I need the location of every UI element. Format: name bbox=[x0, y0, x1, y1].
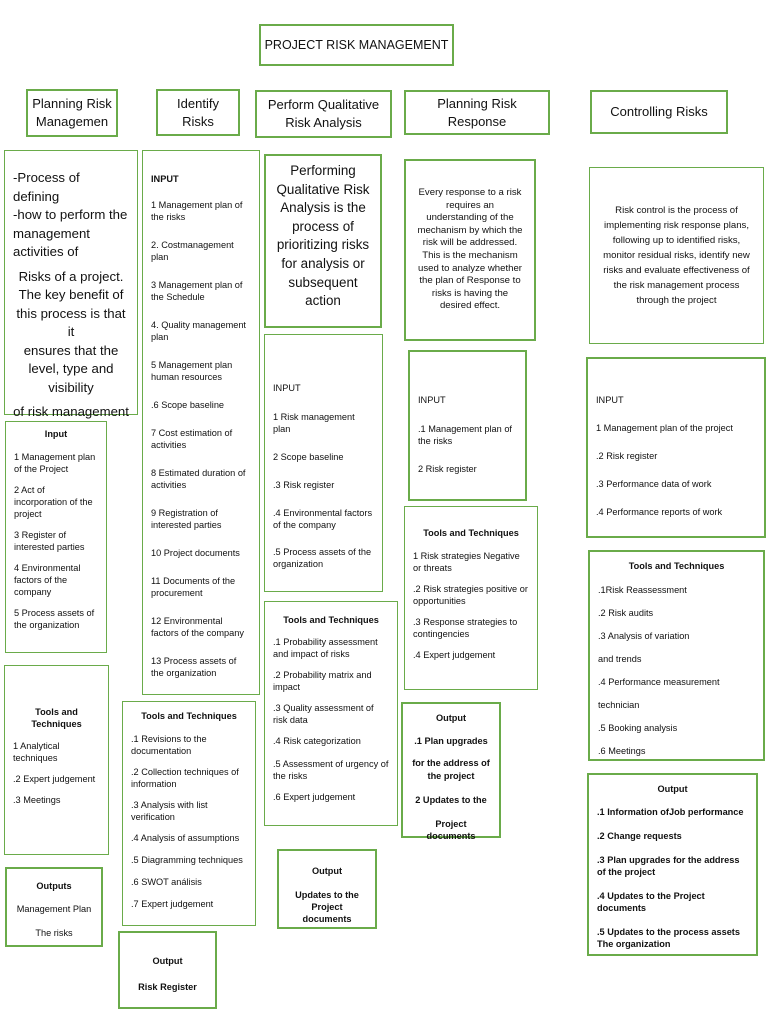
identify-input-item: 2. Costmanagement plan bbox=[151, 240, 234, 262]
controlling-output-item: .2 Change requests bbox=[597, 831, 682, 841]
identify-tools-item: .5 Diagramming techniques bbox=[131, 855, 243, 865]
identify-input-item: 13 Process assets of the organization bbox=[151, 656, 237, 678]
controlling-tools bbox=[588, 550, 765, 761]
response-input-item: 2 Risk register bbox=[418, 464, 477, 474]
planning-desc-line: -Process of defining bbox=[13, 170, 80, 204]
controlling-output-title: Output bbox=[657, 784, 688, 794]
qualitative-tools-item: .3 Quality assessment of risk data bbox=[273, 703, 374, 725]
controlling-output-item: .3 Plan upgrades for the address of the project bbox=[597, 855, 740, 877]
identify-tools-item: .7 Expert judgement bbox=[131, 899, 214, 909]
identify-tools-item: .2 Collection techniques of information bbox=[131, 767, 239, 789]
planning-desc-line: this process is that it bbox=[16, 305, 126, 339]
identify-input-item: 11 Documents of the procurement bbox=[151, 576, 236, 598]
identify-input-item: 3 Management plan of the Schedule bbox=[151, 280, 243, 302]
controlling-tools-item: .2 Risk audits bbox=[598, 608, 654, 618]
qualitative-tools-item: .4 Risk categorization bbox=[273, 736, 361, 746]
planning-desc-line: The key benefit of bbox=[18, 287, 124, 302]
planning-desc-line: level, type and bbox=[28, 361, 114, 376]
qualitative-tools bbox=[264, 601, 398, 826]
identify-tools-title: Tools and Techniques bbox=[141, 711, 237, 721]
qualitative-desc-line: for analysis or bbox=[281, 255, 365, 271]
planning-tools bbox=[4, 665, 109, 855]
controlling-output-item: .1 Information ofJob performance bbox=[597, 807, 744, 817]
diagram-title: PROJECT RISK MANAGEMENT bbox=[264, 38, 449, 52]
response-output-title: Output bbox=[435, 713, 467, 723]
identify-output-title: Output bbox=[152, 956, 183, 966]
response-input-title: INPUT bbox=[418, 395, 446, 405]
controlling-input-item: .3 Performance data of work bbox=[596, 479, 712, 489]
qualitative-description bbox=[264, 154, 382, 328]
planning-tools-item: .2 Expert judgement bbox=[13, 774, 96, 784]
planning-input-item: 5 Process assets of the organization bbox=[14, 608, 95, 630]
identify-input-title: INPUT bbox=[151, 174, 179, 184]
identify-input bbox=[142, 150, 260, 695]
identify-input-item: .6 Scope baseline bbox=[151, 400, 225, 410]
planning-description bbox=[4, 150, 138, 419]
response-output-item: .1 Plan upgrades bbox=[414, 736, 488, 746]
planning-input-item: 3 Register of interested parties bbox=[14, 530, 85, 552]
response-tools-item: 1 Risk strategies Negative or threats bbox=[413, 551, 520, 573]
identify-input-item: 7 Cost estimation of activities bbox=[151, 428, 233, 450]
identify-tools bbox=[122, 701, 256, 926]
identify-input-item: 10 Project documents bbox=[151, 548, 240, 558]
controlling-tools-item: .6 Meetings bbox=[598, 746, 646, 756]
controlling-output-item: .4 Updates to the Project documents bbox=[597, 891, 705, 913]
header-response bbox=[404, 90, 550, 135]
identify-tools-item: .1 Revisions to the documentation bbox=[131, 734, 207, 756]
controlling-tools-item: .5 Booking analysis bbox=[598, 723, 678, 733]
header-qualitative bbox=[255, 90, 392, 138]
controlling-tools-title: Tools and Techniques bbox=[628, 561, 725, 571]
controlling-input-item: .4 Performance reports of work bbox=[596, 507, 723, 517]
controlling-tools-item: technician bbox=[598, 700, 640, 710]
qualitative-input-item: .4 Environmental factors of the company bbox=[273, 508, 373, 530]
response-desc-text: Every response to a risk requires an understanding of the mechanism by which the risk will be addressed. This is the mechanism used to analyze whether the plan of Response to risks is having the desired effect. bbox=[417, 187, 523, 312]
planning-desc-line: visibility bbox=[48, 379, 94, 395]
response-output-item: for the address of bbox=[412, 758, 490, 768]
diagram-title-box bbox=[259, 24, 454, 66]
response-input bbox=[408, 350, 527, 501]
response-input-item: .1 Management plan of the risks bbox=[418, 424, 512, 446]
qualitative-input-item: 2 Scope baseline bbox=[273, 452, 344, 462]
controlling-desc-text: Risk control is the process of implementing risk response plans, following up to identified risks, monitor residual risks, identify new risks and evaluate effectiveness of the risk management process through the project bbox=[603, 205, 750, 306]
planning-desc-line: activities of bbox=[13, 244, 79, 259]
qualitative-tools-item: .1 Probability assessment and impact of risks bbox=[273, 637, 378, 659]
identify-output bbox=[118, 931, 217, 1009]
qualitative-desc-line: prioritizing risks bbox=[276, 237, 370, 253]
qualitative-desc-line: action bbox=[305, 293, 341, 309]
planning-desc-line: Risks of a project. bbox=[18, 268, 124, 284]
planning-input-item: 4 Environmental factors of the company bbox=[14, 563, 81, 597]
planning-tools-item: .3 Meetings bbox=[13, 795, 61, 805]
controlling-description bbox=[589, 167, 764, 344]
qualitative-tools-item: .6 Expert judgement bbox=[273, 792, 356, 802]
planning-input-item: 1 Management plan of the Project bbox=[14, 452, 96, 474]
header-planning-label: Planning Risk Managemen bbox=[32, 96, 112, 129]
response-output bbox=[401, 702, 501, 841]
planning-output-title: Outputs bbox=[36, 881, 72, 891]
qualitative-input-item: 1 Risk management plan bbox=[273, 412, 355, 434]
qualitative-desc-text bbox=[276, 162, 369, 311]
identify-tools-item: .4 Analysis of assumptions bbox=[131, 833, 240, 843]
qualitative-output bbox=[277, 849, 377, 929]
response-description bbox=[404, 159, 536, 341]
response-tools-item: .4 Expert judgement bbox=[413, 650, 496, 660]
header-planning bbox=[26, 89, 118, 137]
qualitative-output-title: Output bbox=[311, 866, 343, 876]
qualitative-input-item: .3 Risk register bbox=[273, 480, 335, 490]
planning-desc-line: of risk management bbox=[13, 404, 129, 419]
qualitative-desc-line: Analysis is the bbox=[280, 200, 366, 216]
controlling-tools-item: and trends bbox=[598, 654, 642, 664]
qualitative-output-item: Updates to the Project documents bbox=[295, 890, 359, 924]
qualitative-input bbox=[264, 334, 383, 592]
planning-input-item: 2 Act of incorporation of the project bbox=[14, 485, 93, 519]
identify-input-item: 9 Registration of interested parties bbox=[151, 508, 222, 530]
qualitative-desc-line: Performing bbox=[290, 163, 356, 178]
response-tools bbox=[404, 506, 538, 690]
controlling-output-item: .5 Updates to the process assets The organization bbox=[597, 927, 740, 949]
response-output-item: 2 Updates to the bbox=[415, 795, 487, 805]
header-controlling bbox=[590, 90, 728, 134]
qualitative-input-title: INPUT bbox=[273, 383, 301, 393]
planning-output-item: The risks bbox=[35, 928, 73, 938]
controlling-input-title: INPUT bbox=[596, 395, 624, 405]
response-output-item: the project bbox=[427, 771, 475, 781]
response-output-item: Project documents bbox=[426, 819, 476, 841]
identify-input-item: 8 Estimated duration of activities bbox=[151, 468, 246, 490]
planning-output bbox=[5, 867, 103, 947]
response-tools-item: .3 Response strategies to contingencies bbox=[413, 617, 518, 639]
identify-input-item: 1 Management plan of the risks bbox=[151, 200, 243, 222]
header-qualitative-label: Perform Qualitative Risk Analysis bbox=[267, 97, 380, 130]
qualitative-tools-item: .2 Probability matrix and impact bbox=[273, 670, 372, 692]
header-controlling-label: Controlling Risks bbox=[610, 104, 708, 119]
planning-desc-line: ensures that the bbox=[23, 342, 119, 358]
identify-input-item: 12 Environmental factors of the company bbox=[151, 616, 244, 638]
controlling-input-item: .2 Risk register bbox=[596, 451, 658, 461]
header-response-label: Planning Risk Response bbox=[437, 95, 517, 129]
header-identify-label: Identify Risks bbox=[177, 95, 219, 129]
qualitative-desc-line: process of bbox=[292, 218, 354, 234]
header-identify bbox=[156, 89, 240, 136]
response-tools-title: Tools and Techniques bbox=[423, 528, 519, 538]
planning-desc-line: management bbox=[13, 225, 90, 241]
response-tools-item: .2 Risk strategies positive or opportunities bbox=[413, 584, 528, 606]
planning-tools-item: 1 Analytical techniques bbox=[13, 741, 60, 763]
controlling-input-item: 1 Management plan of the project bbox=[596, 423, 733, 433]
planning-output-item: Management Plan bbox=[16, 904, 92, 914]
controlling-tools-item: .1Risk Reassessment bbox=[598, 585, 687, 595]
controlling-output bbox=[587, 773, 758, 956]
identify-input-item: 5 Management plan human resources bbox=[151, 360, 233, 382]
controlling-input bbox=[586, 357, 766, 538]
identify-tools-item: .6 SWOT análisis bbox=[131, 877, 202, 887]
qualitative-desc-line: subsequent bbox=[288, 274, 358, 290]
qualitative-desc-line: Qualitative Risk bbox=[276, 181, 370, 197]
planning-tools-title: Tools and Techniques bbox=[31, 707, 82, 729]
identify-output-item: Risk Register bbox=[138, 982, 197, 992]
planning-input-title: Input bbox=[44, 429, 68, 439]
controlling-tools-item: .4 Performance measurement bbox=[598, 677, 720, 687]
identify-tools-item: .3 Analysis with list verification bbox=[131, 800, 208, 822]
planning-input bbox=[5, 421, 107, 653]
planning-desc-line: -how to perform the bbox=[13, 207, 128, 222]
controlling-tools-item: .3 Analysis of variation bbox=[598, 631, 690, 641]
qualitative-input-item: .5 Process assets of the organization bbox=[273, 547, 372, 569]
qualitative-tools-item: .5 Assessment of urgency of the risks bbox=[273, 759, 389, 781]
identify-input-item: 4. Quality management plan bbox=[151, 320, 246, 342]
qualitative-tools-title: Tools and Techniques bbox=[283, 615, 379, 625]
